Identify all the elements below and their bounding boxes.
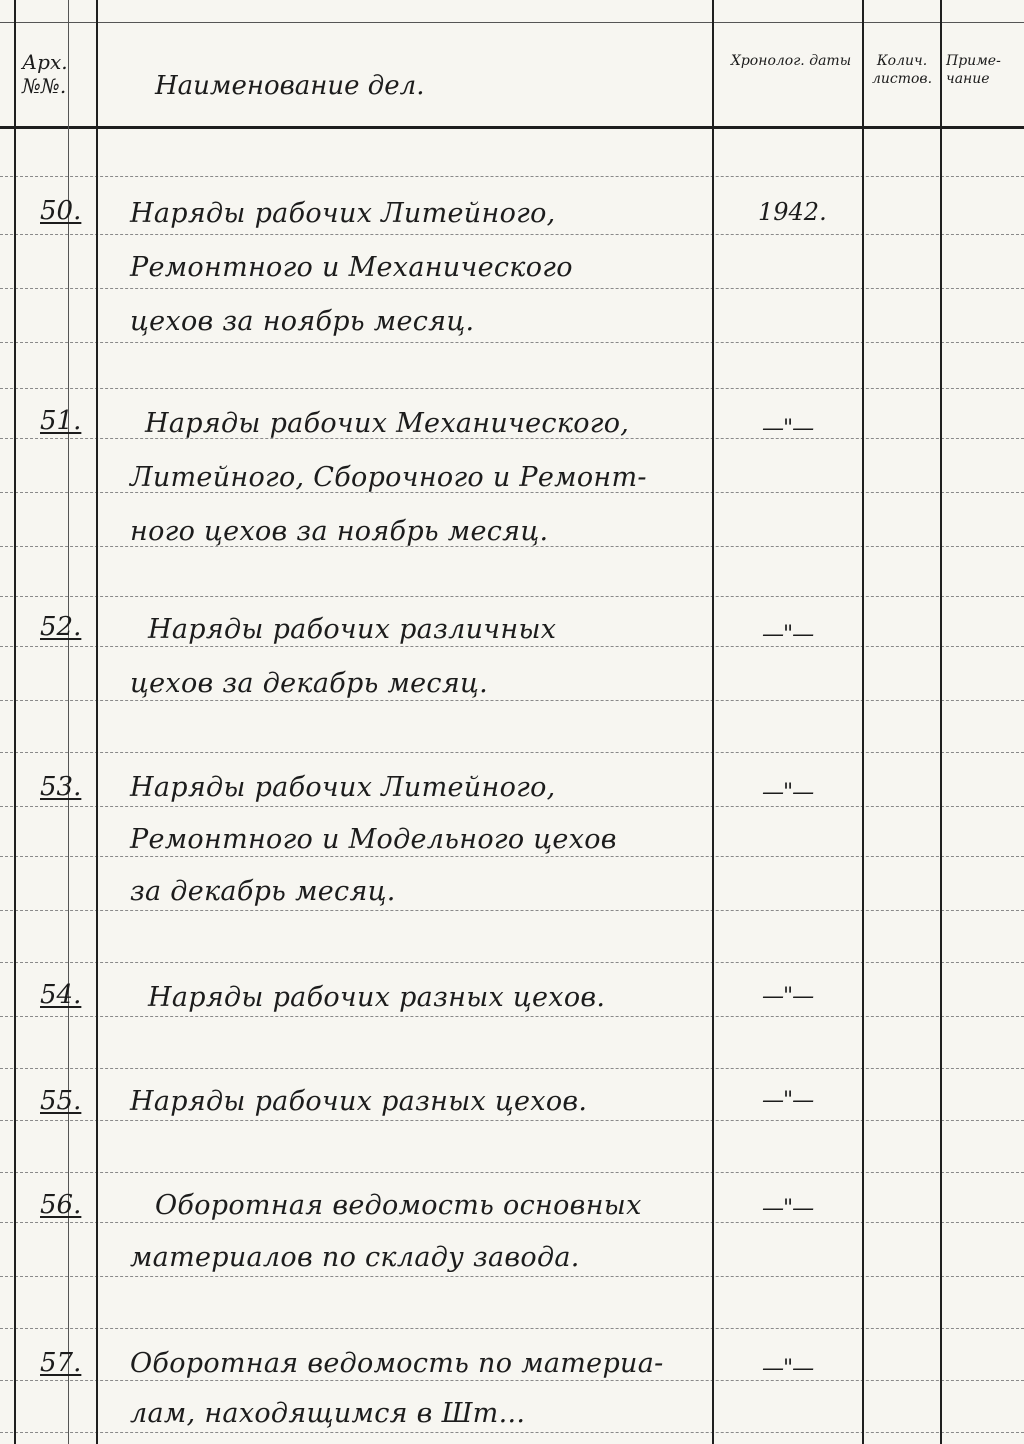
ditto-mark: —"— bbox=[762, 416, 814, 441]
case-title-line: Наряды рабочих Литейного, bbox=[130, 772, 556, 803]
row-number: 54. bbox=[40, 980, 82, 1010]
ruled-line bbox=[0, 1120, 1024, 1121]
ruled-line bbox=[0, 342, 1024, 343]
ruled-line bbox=[0, 234, 1024, 235]
ruled-line bbox=[0, 596, 1024, 597]
ruled-line bbox=[0, 1068, 1024, 1069]
header-case-title: Наименование дел. bbox=[155, 71, 425, 101]
case-title-line: Наряды рабочих разных цехов. bbox=[130, 1086, 588, 1117]
header-separator bbox=[0, 126, 1024, 129]
header-archive-number: Арх. №№. bbox=[22, 50, 68, 98]
case-title-line: за декабрь месяц. bbox=[130, 876, 396, 907]
header-chronological-dates: Хронолог. даты bbox=[730, 53, 852, 69]
ruled-line bbox=[0, 1432, 1024, 1433]
ditto-mark: —"— bbox=[762, 1356, 814, 1381]
row-number: 55. bbox=[40, 1086, 82, 1116]
ditto-mark: —"— bbox=[762, 780, 814, 805]
case-title-line: Наряды рабочих разных цехов. bbox=[148, 982, 606, 1013]
ruled-line bbox=[0, 1276, 1024, 1277]
header-sheet-count: Колич. листов. bbox=[871, 53, 933, 87]
ruled-line bbox=[0, 1222, 1024, 1223]
case-title-line: материалов по складу завода. bbox=[130, 1242, 580, 1273]
case-title-line: Наряды рабочих Механического, bbox=[145, 408, 630, 439]
row-number: 56. bbox=[40, 1190, 82, 1220]
case-title-line: Наряды рабочих различных bbox=[148, 614, 557, 645]
ruled-line bbox=[0, 388, 1024, 389]
case-title-line: цехов за декабрь месяц. bbox=[130, 668, 489, 699]
ruled-line bbox=[0, 1328, 1024, 1329]
ditto-mark: —"— bbox=[762, 984, 814, 1009]
row-number: 50. bbox=[40, 196, 82, 226]
case-title-line: Оборотная ведомость по материа- bbox=[130, 1348, 664, 1379]
column-line bbox=[14, 0, 16, 1444]
case-title-line: Оборотная ведомость основных bbox=[155, 1190, 642, 1221]
ruled-line bbox=[0, 646, 1024, 647]
row-number: 57. bbox=[40, 1348, 82, 1378]
ruled-line bbox=[0, 752, 1024, 753]
ruled-line bbox=[0, 856, 1024, 857]
column-line bbox=[862, 0, 864, 1444]
case-title-line: Ремонтного и Механического bbox=[130, 252, 573, 283]
case-title-line: цехов за ноябрь месяц. bbox=[130, 306, 475, 337]
case-title-line: Литейного, Сборочного и Ремонт- bbox=[130, 462, 647, 493]
case-title-line: лам, находящимся в Шт... bbox=[130, 1398, 526, 1429]
ditto-mark: —"— bbox=[762, 1196, 814, 1221]
case-title-line: ного цехов за ноябрь месяц. bbox=[130, 516, 549, 547]
ruled-line bbox=[0, 1380, 1024, 1381]
ruled-line bbox=[0, 1172, 1024, 1173]
ruled-line bbox=[0, 700, 1024, 701]
case-title-line: Наряды рабочих Литейного, bbox=[130, 198, 556, 229]
column-line bbox=[940, 0, 942, 1444]
case-title-line: Ремонтного и Модельного цехов bbox=[130, 824, 617, 855]
row-number: 53. bbox=[40, 772, 82, 802]
row-number: 51. bbox=[40, 406, 82, 436]
ditto-mark: —"— bbox=[762, 1088, 814, 1113]
column-line bbox=[712, 0, 714, 1444]
ruled-line bbox=[0, 22, 1024, 23]
ruled-line bbox=[0, 176, 1024, 177]
ruled-line bbox=[0, 910, 1024, 911]
header-notes: Приме- чание bbox=[946, 53, 1001, 87]
row-number: 52. bbox=[40, 612, 82, 642]
ruled-line bbox=[0, 962, 1024, 963]
ruled-line bbox=[0, 1016, 1024, 1017]
ditto-mark: —"— bbox=[762, 622, 814, 647]
ruled-line bbox=[0, 288, 1024, 289]
ruled-line bbox=[0, 806, 1024, 807]
row-date: 1942. bbox=[758, 198, 827, 226]
column-line bbox=[96, 0, 98, 1444]
